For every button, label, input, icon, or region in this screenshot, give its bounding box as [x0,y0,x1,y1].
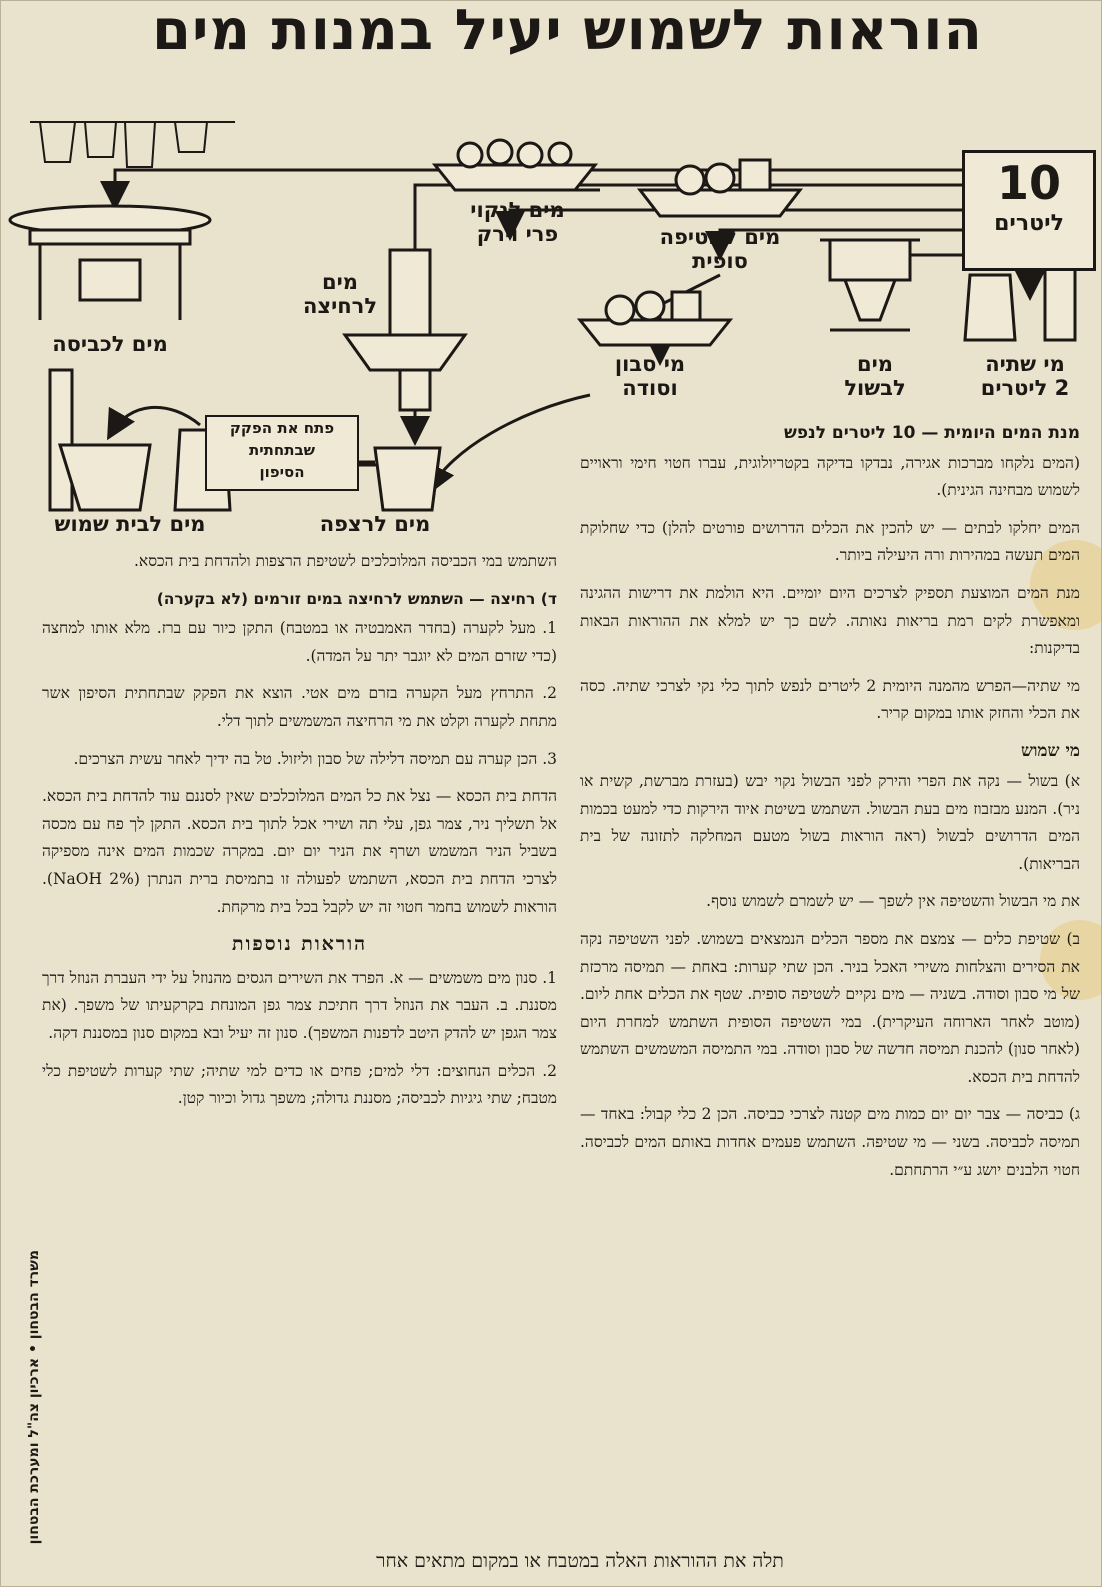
laundry-paragraph: ג) כביסה — צבר יום יום כמות מים קטנה לצרכי כביסה. הכן 2 כלי קבול: באחד — תמיסה לכביסה. בשני — מי שטיפה. השתמש פעמים אחדות באותם המים לכביסה. חטוי הלבנים יושג ע״י הרתחתם. [580,1105,1080,1179]
dishes-paragraph: ב) שטיפת כלים — צמצם את מספר הכלים הנמצאים בשמוש. לפני השטיפה נקה את הסירים והצלחות משירי האכל בניר. הכן שתי קערות: באחת — תמיסה מרכזת של מי סבון וסודה. בשניה — מים נקיים לשטיפה סופית. שטף את הכלים אחת ליום. (מוטב לאחר הארוחה העיקרית). במי השטיפה הסופית השתמש למחרת היום (לאחר סנון) להכנת תמיסה חדשה של סבון וסודה. במי התמיסה המשמשים השתמש להדחת בית הכסא. [580,929,1080,1086]
cooking-paragraph: א) בשול — נקה את הפרי והירק לפני הבשול נקוי יבש (בעזרת מברשת, קשית או ניר). המנע מבזבוז מים בעת הבשול. השתמש בשיטת איוד הירקות כדי למעט בכמות המים הדרושים לבשול (ראה הוראות בשול מטעם המחלקה לתזונה של בית הבריאות). [580,771,1080,873]
page-title: הוראות לשמוש יעיל במנות מים [152,0,983,63]
label-soap: מי סבון וסודה [614,352,686,400]
daily-ration-note: (המים נלקחו מברכות אגירה, נבדקו בדיקה בקטריולוגית, עברו חטוי חימי וראויים לשמוש מבחינה הגינית). [580,453,1080,500]
ration-unit: ליטרים [994,211,1064,236]
label-washing: מים לרחיצה [302,270,378,318]
side-credit-text: משרד הבטחון • ארכיון צה"ל ומערכת הבטחון [26,1250,42,1545]
drinking-paragraph: מי שתיה—הפרש מהמנה היומית 2 ליטרים לנפש לתוך כלי נקי לצרכי שתיה. כסה את הכלי והחזק אותו במקום קריר. [580,676,1081,723]
sufficient-paragraph: מנת המים המוצעת תספיק לצרכים היום יומיים. היא הולמת את דרישות ההגינה ומאפשרת לקים רמת בריאות נאותה. לשם כך יש למלא את ההוראות הבאות בדיקנות: [580,583,1080,658]
extra-item-1: 1. סנון מים משמשים — א. הפרד את השירים הגסים מהנוזל על ידי העברת הנוזל דרך מסננת. ב. העבר את הנוזל דרך חתיכת צמר גפן המונחת בקרקעיתו של משפך. (את צמר הגפן יש להדק היטב לדפנות המשפך). סנון זה יעיל ובא במקום סנון במסננת דקה. [42,968,557,1042]
label-fruit: מים לנקוי פרי וירק [470,198,565,246]
toilet-paragraph: הדחת בית הכסא — נצל את כל המים המלוכלכים שאין לסננם עוד להדחת בית הכסא. אל תשליך ניר, צמר גפן, עלי תה ושירי אכל לתוך בית הכסא. התקן לך פח עם מכסה בשביל הניר המשמש ושרף את הניר יום יום. במקרה שכמות המים אינה מספיקה לצרכי הדחת בית הכסא, השתמש לפעולה זו בתמיסת ברית הנתרן (NaOH 2%). הוראות לשמוש בחמר חטוי זה יש לקבל בכל בית מרקחת. [42,787,557,916]
label-tap-box: פתח את הפקק שבתחתית הסיפון [205,415,359,491]
label-final-rinse: מים לשטיפה סופית [659,225,781,273]
label-laundry: מים לכביסה [52,332,168,356]
wash-step-2: 2. התרחץ מעל הקערה בזרם מים אטי. הוצא את הפקק שבתחתית הסיפון אשר מתחת לקערה וקלט את מי הרחיצה המשמשים לתוך דלי. [42,684,557,730]
right-column [580,420,1080,1194]
extra-item-2: 2. הכלים הנחוצים: דלי למים; פחים או כדים למי שתיה; שתי קערות לשטיפת כלי מטבח; שתי גיגיות לכביסה; מסננת גדולה; משפך גדול וכיור קטן. [42,1061,557,1108]
use-heading: מי שמוש [1021,740,1080,761]
wash-heading: ד) רחיצה — השתמש לרחיצה במים זורמים (לא בקערה) [156,589,557,608]
label-floor: מים לרצפה [319,512,431,536]
label-drinking: מי שתיה 2 ליטרים [980,352,1070,400]
left-column [42,548,557,1123]
floor-note: השתמש במי הכביסה המלוכלכים לשטיפת הרצפות ולהדחת בית הכסא. [133,552,557,570]
footer-instruction: תלה את ההוראות האלה במטבח או במקום מתאים אחר [376,1550,784,1572]
label-toilet: מים לבית שמוש [54,512,206,536]
wash-step-1: 1. מעל לקערה (בחדר האמבטיה או במטבח) התקן כיור עם ברז. מלא אותו למחצה (כדי שזרם המים לא יוגבר יתר על המדה). [42,619,557,665]
ration-box [962,150,1096,271]
daily-ration-line: מנת המים היומית — 10 ליטרים לנפש [783,423,1080,443]
label-cooking: מים לבשול [844,352,906,400]
side-credit [0,1250,42,1550]
distribution-paragraph: המים יחלקו לבתים — יש להכין את הכלים הדרושים פורטים להלן) כדי שחלוקת המים תעשה במהירות ורה היעילה ביותר. [580,518,1080,565]
wash-step-3: 3. הכן קערה עם תמיסה דלילה של סבון וליזול. טל בה ידיך לאחר עשית הצרכים. [73,749,557,768]
cooking-note: את מי הבשול והשטיפה אין לשפך — יש לשמרם לשמוש נוסף. [706,892,1080,911]
ration-number: 10 [996,156,1061,210]
extra-heading: הוראות נוספות [231,933,368,956]
